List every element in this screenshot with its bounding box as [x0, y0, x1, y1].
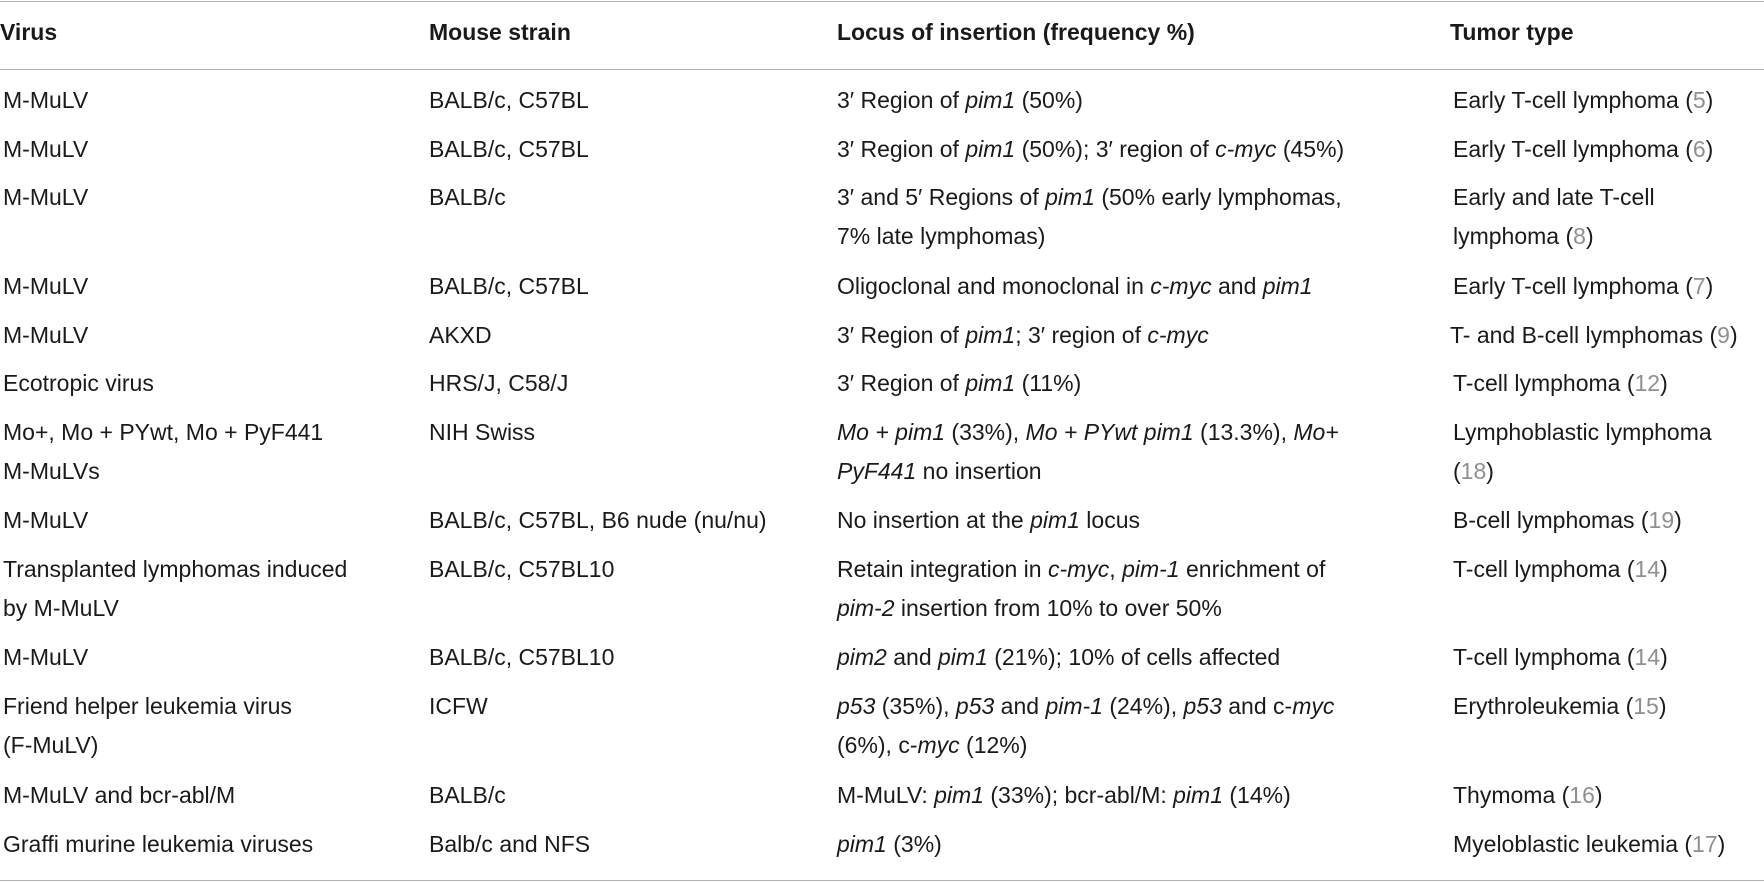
cell-locus: 3′ Region of pim1 (50%); 3′ region of c-myc (45%) [837, 136, 1345, 162]
cell-tumor: Erythroleukemia (15) [1453, 693, 1667, 719]
cell-tumor: Thymoma (16) [1453, 782, 1603, 808]
reference-link[interactable]: 7 [1692, 273, 1706, 299]
reference-link[interactable]: 6 [1692, 136, 1706, 162]
cell-virus: M-MuLV [3, 184, 89, 210]
cell-locus: pim2 and pim1 (21%); 10% of cells affected [837, 644, 1281, 670]
header-tumor-type: Tumor type [1450, 19, 1574, 45]
header-virus: Virus [0, 19, 58, 45]
cell-locus: Mo + pim1 (33%), Mo + PYwt pim1 (13.3%), Mo+ PyF441 no insertion [837, 419, 1339, 484]
table-top-rule [0, 1, 1764, 2]
reference-link[interactable]: 19 [1648, 507, 1675, 533]
cell-strain: AKXD [429, 322, 492, 348]
cell-virus: Friend helper leukemia virus (F-MuLV) [3, 693, 292, 758]
reference-link[interactable]: 17 [1692, 831, 1718, 857]
cell-locus: 3′ and 5′ Regions of pim1 (50% early lymphomas, 7% late lymphomas) [837, 184, 1342, 249]
reference-link[interactable]: 14 [1634, 556, 1661, 582]
cell-virus: Graffi murine leukemia viruses [3, 831, 314, 857]
cell-strain: ICFW [429, 693, 488, 719]
cell-locus: No insertion at the pim1 locus [837, 507, 1141, 533]
cell-strain: BALB/c, C57BL, B6 nude (nu/nu) [429, 507, 767, 533]
reference-link[interactable]: 9 [1717, 322, 1730, 348]
cell-strain: BALB/c, C57BL10 [429, 556, 615, 582]
reference-link[interactable]: 16 [1569, 782, 1595, 808]
cell-virus: M-MuLV [3, 273, 89, 299]
cell-tumor: T-cell lymphoma (14) [1453, 556, 1668, 582]
cell-strain: Balb/c and NFS [429, 831, 591, 857]
cell-tumor: Early and late T-cell lymphoma (8) [1453, 184, 1655, 249]
cell-tumor: Early T-cell lymphoma (7) [1453, 273, 1714, 299]
cell-virus: M-MuLV [3, 136, 89, 162]
cell-virus: Mo+, Mo + PYwt, Mo + PyF441 M-MuLVs [3, 419, 324, 484]
reference-link[interactable]: 14 [1634, 644, 1661, 670]
cell-virus: Transplanted lymphomas induced by M-MuLV [3, 556, 348, 621]
header-mouse-strain: Mouse strain [429, 19, 571, 45]
cell-strain: BALB/c [429, 184, 506, 210]
cell-locus: Oligoclonal and monoclonal in c-myc and pim1 [837, 273, 1313, 299]
header-rule [0, 69, 1764, 70]
cell-virus: M-MuLV [3, 507, 89, 533]
reference-link[interactable]: 18 [1460, 458, 1487, 484]
cell-tumor: Lymphoblastic lymphoma (18) [1453, 419, 1712, 484]
reference-link[interactable]: 5 [1692, 87, 1706, 113]
cell-tumor: T-cell lymphoma (14) [1453, 644, 1668, 670]
table-bottom-rule [0, 880, 1764, 881]
cell-locus: p53 (35%), p53 and pim-1 (24%), p53 and c-myc (6%), c-myc (12%) [837, 693, 1335, 758]
cell-locus: 3′ Region of pim1 (50%) [837, 87, 1083, 113]
cell-locus: Retain integration in c-myc, pim-1 enrichment of pim-2 insertion from 10% to over 50% [837, 556, 1326, 621]
cell-virus: M-MuLV and bcr-abl/M [3, 782, 236, 808]
reference-link[interactable]: 8 [1573, 223, 1586, 249]
header-locus: Locus of insertion (frequency %) [837, 19, 1195, 45]
cell-locus: M-MuLV: pim1 (33%); bcr-abl/M: pim1 (14%) [837, 782, 1291, 808]
cell-strain: BALB/c, C57BL [429, 273, 589, 299]
cell-virus: Ecotropic virus [3, 370, 154, 396]
reference-link[interactable]: 15 [1633, 693, 1659, 719]
cell-tumor: T- and B-cell lymphomas (9) [1450, 322, 1738, 348]
cell-strain: BALB/c, C57BL [429, 136, 589, 162]
cell-locus: 3′ Region of pim1; 3′ region of c-myc [837, 322, 1209, 348]
cell-tumor: Early T-cell lymphoma (5) [1453, 87, 1714, 113]
cell-strain: HRS/J, C58/J [429, 370, 569, 396]
cell-locus: 3′ Region of pim1 (11%) [837, 370, 1082, 396]
cell-strain: BALB/c, C57BL [429, 87, 589, 113]
cell-strain: NIH Swiss [429, 419, 536, 445]
cell-locus: pim1 (3%) [837, 831, 942, 857]
cell-tumor: T-cell lymphoma (12) [1453, 370, 1668, 396]
cell-tumor: Early T-cell lymphoma (6) [1453, 136, 1714, 162]
cell-virus: M-MuLV [3, 644, 89, 670]
cell-virus: M-MuLV [3, 322, 89, 348]
cell-virus: M-MuLV [3, 87, 89, 113]
cell-strain: BALB/c [429, 782, 506, 808]
cell-tumor: B-cell lymphomas (19) [1453, 507, 1682, 533]
cell-strain: BALB/c, C57BL10 [429, 644, 615, 670]
cell-tumor: Myeloblastic leukemia (17) [1453, 831, 1726, 857]
reference-link[interactable]: 12 [1634, 370, 1661, 396]
